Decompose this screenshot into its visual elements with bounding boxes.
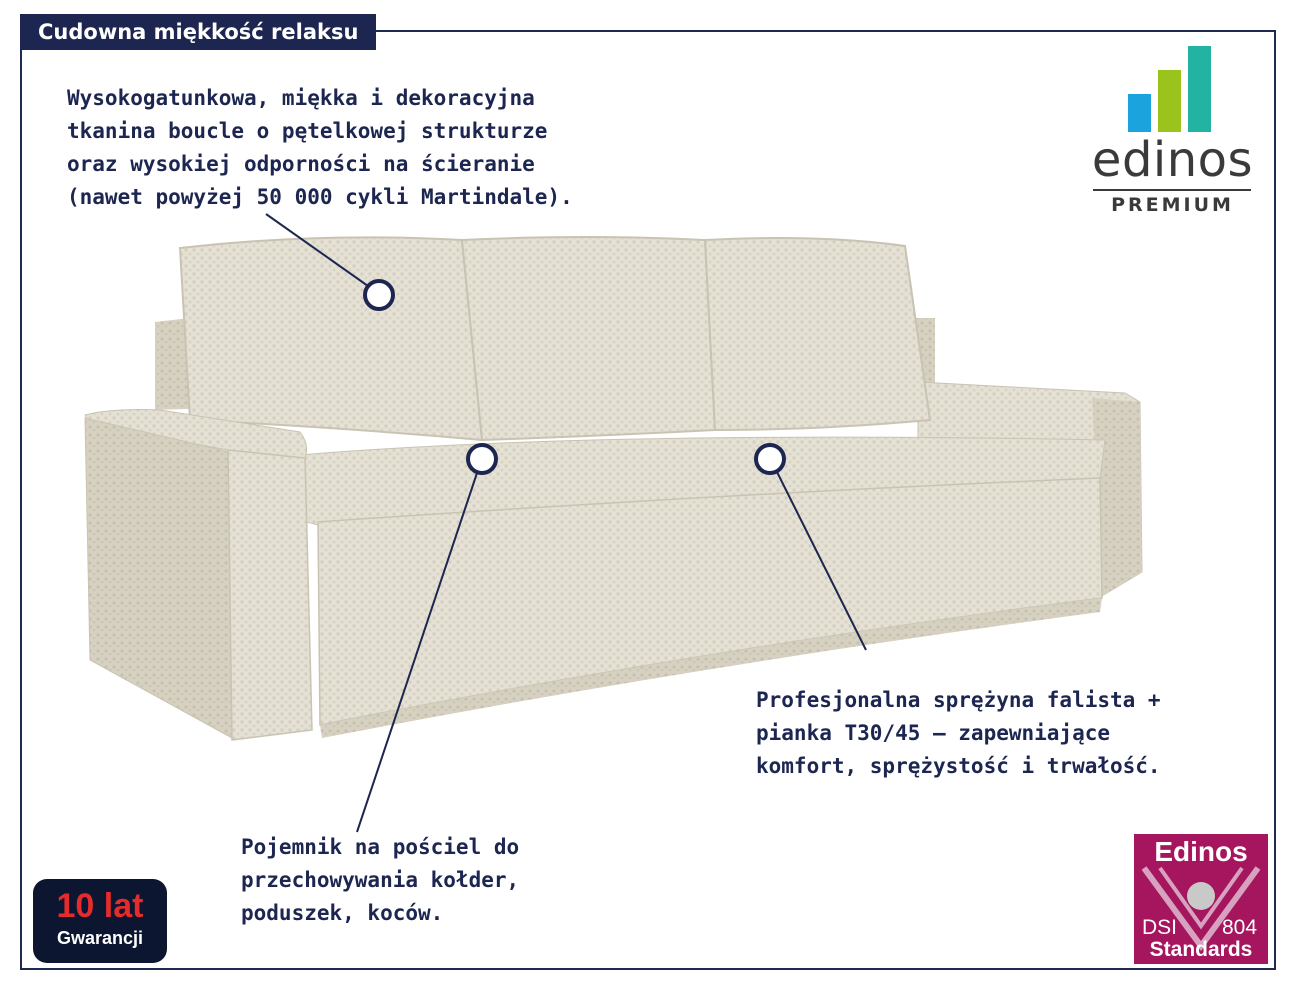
brand-subtitle: PREMIUM: [1111, 194, 1234, 216]
standards-label: Standards: [1149, 938, 1253, 961]
brand-divider: [1093, 189, 1251, 191]
standards-badge: [1134, 834, 1268, 964]
sofa-cushion-middle: [462, 237, 715, 440]
sofa-cushion-right: [705, 238, 930, 430]
warranty-years: 10 lat: [56, 887, 144, 925]
callout-springs: Profesjonalna sprężyna falista + pianka T30/45 – zapewniające komfort, sprężystość i trwałość.: [756, 688, 1161, 778]
brand-name: edinos: [1091, 132, 1254, 188]
callout-fabric: Wysokogatunkowa, miękka i dekoracyjna tkanina boucle o pętelkowej strukturze oraz wysokiej odporności na ścieranie (nawet powyżej 50 000 cykli Martindale).: [67, 86, 573, 209]
standards-brand: Edinos: [1154, 836, 1248, 867]
page-title: Cudowna miękkość relaksu: [20, 14, 376, 50]
warranty-badge: [33, 879, 167, 963]
brand-logo: [1085, 42, 1260, 222]
sofa-cushion-left: [180, 237, 482, 440]
warranty-label: Gwarancji: [56, 928, 144, 948]
callout-storage: Pojemnik na pościel do przechowywania kołder, poduszek, koców.: [241, 835, 520, 925]
bar-chart-icon: [1085, 42, 1260, 137]
standards-number: 804: [1222, 916, 1258, 939]
standards-code: DSI: [1142, 916, 1178, 939]
